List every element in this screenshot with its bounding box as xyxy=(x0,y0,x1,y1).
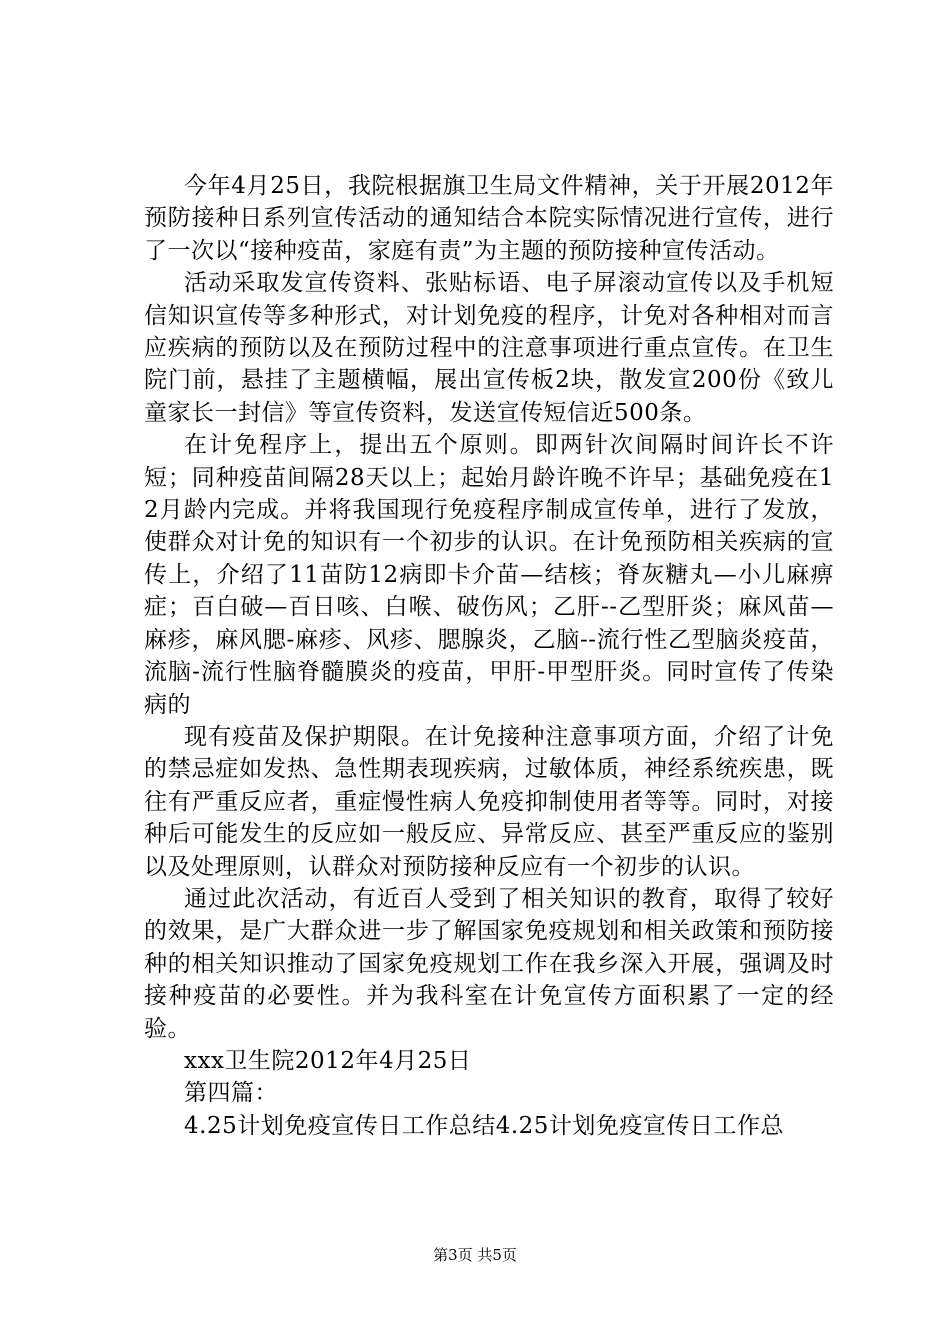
paragraph-intro: 今年4月25日，我院根据旗卫生局文件精神，关于开展2012年预防接种日系列宣传活动的通知结合本院实际情况进行宣传，进行了一次以“接种疫苗，家庭有责”为主题的预防接种宣传活动。 xyxy=(144,173,834,264)
document-body xyxy=(144,170,834,1142)
page-number-footer: 第3页 共5页 xyxy=(433,1246,517,1264)
section-heading: 第四篇： xyxy=(184,1080,278,1107)
paragraph-principles: 在计免程序上，提出五个原则。即两针次间隔时间许长不许短；同种疫苗间隔28天以上；起始月龄许晚不许早；基础免疫在12月龄内完成。并将我国现行免疫程序制成宣传单，进行了发放，使群众对计免的知识有一个初步的认识。在计免预防相关疾病的宣传上，介绍了11苗防12病即卡介苗—结核；脊灰糖丸—小儿麻痹症；百白破—百日咳、白喉、破伤风；乙肝--乙型肝炎；麻风苗—麻疹，麻风腮-麻疹、风疹、腮腺炎，乙脑--流行性乙型脑炎疫苗，流脑-流行性脑脊髓膜炎的疫苗，甲肝-甲型肝炎。同时宣传了传染病的 xyxy=(144,432,834,718)
paragraph-activities: 活动采取发宣传资料、张贴标语、电子屏滚动宣传以及手机短信知识宣传等多种形式，对计划免疫的程序，计免对各种相对而言应疾病的预防以及在预防过程中的注意事项进行重点宣传。在卫生院门前，悬挂了主题横幅，展出宣传板2块，散发宣200份《致儿童家长一封信》等宣传资料，发送宣传短信近500条。 xyxy=(144,270,834,426)
next-section-title: 4.25计划免疫宣传日工作总结4.25计划免疫宣传日工作总 xyxy=(184,1112,784,1139)
paragraph-results: 通过此次活动，有近百人受到了相关知识的教育，取得了较好的效果，是广大群众进一步了解国家免疫规划和相关政策和预防接种的相关知识推动了国家免疫规划工作在我乡深入开展，强调及时接种疫苗的必要性。并为我科室在计免宣传方面积累了一定的经验。 xyxy=(144,885,834,1042)
paragraph-precautions: 现有疫苗及保护期限。在计免接种注意事项方面，介绍了计免的禁忌症如发热、急性期表现疾病，过敏体质，神经系统疾患，既往有严重反应者，重症慢性病人免疫抑制使用者等等。同时，对接种后可能发生的反应如一般反应、异常反应、甚至严重反应的鉴别以及处理原则，认群众对预防接种反应有一个初步的认识。 xyxy=(144,723,834,880)
signature-line: xxx卫生院2012年4月25日 xyxy=(184,1047,472,1074)
